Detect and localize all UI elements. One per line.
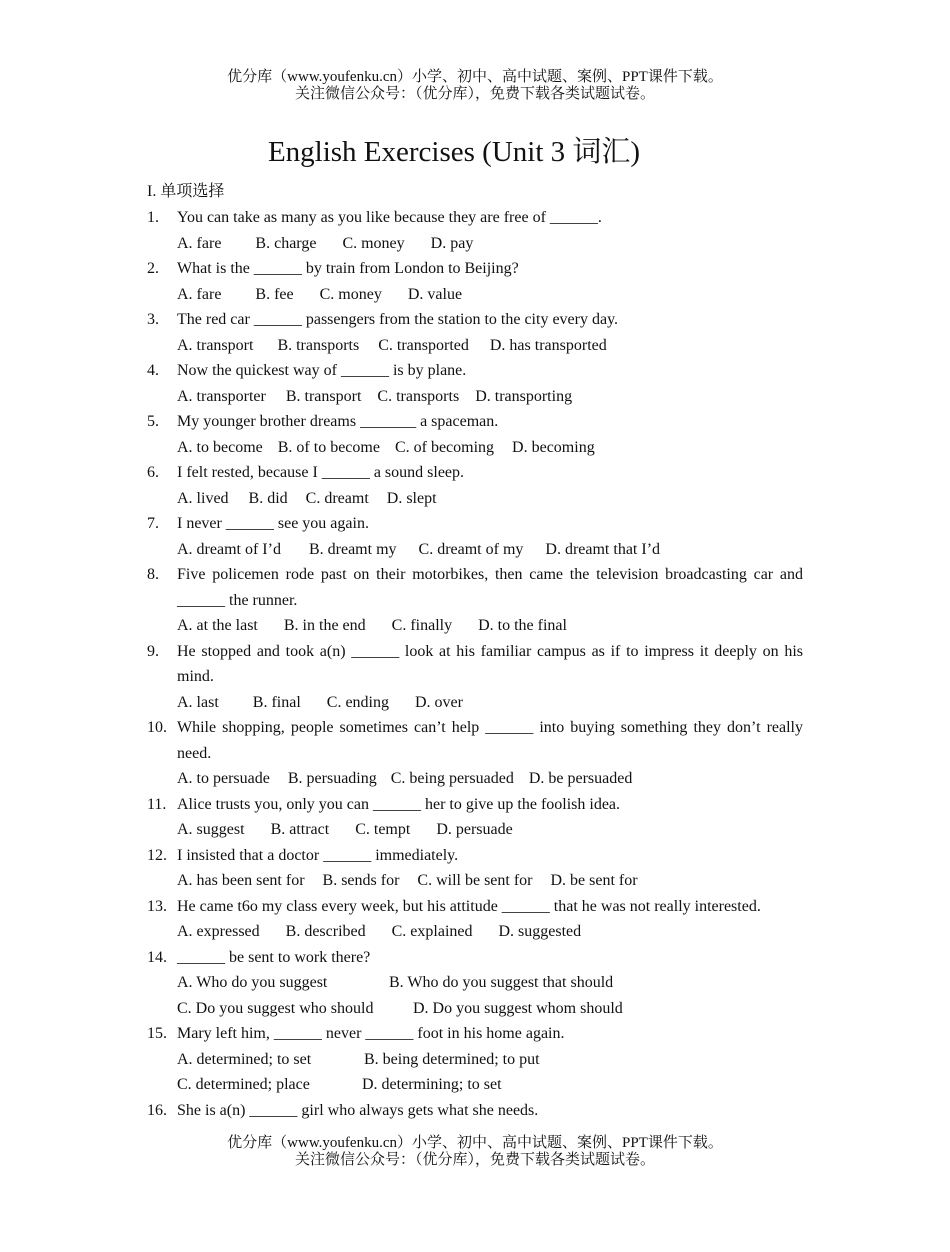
question-text: ______ be sent to work there?	[177, 948, 371, 966]
options-line	[147, 486, 803, 512]
question-number: 5.	[147, 413, 159, 430]
answer-option: B. in the end	[283, 617, 366, 634]
question-text: My younger brother dreams _______ a spaceman.	[177, 413, 499, 430]
answer-option: D. be sent for	[550, 872, 638, 889]
answer-option: C. of becoming	[394, 438, 495, 456]
question-item	[147, 639, 803, 716]
options-line	[147, 384, 803, 410]
answer-option: B. transports	[277, 336, 360, 354]
answer-option: C. dreamt	[305, 489, 369, 507]
answer-option: D. over	[415, 693, 463, 711]
answer-option: A. determined; to set	[177, 1050, 312, 1068]
answer-option: A. suggest	[177, 821, 245, 838]
header-line-2: 关注微信公众号：（优分库），免费下载各类试题试卷。	[294, 86, 655, 102]
answer-option: C. explained	[391, 923, 473, 940]
answer-option: D. persuade	[436, 821, 513, 838]
answer-option: B. dreamt my	[308, 540, 397, 558]
options-line	[147, 919, 803, 945]
question-text: Now the quickest way of ______ is by plane.	[177, 362, 467, 379]
question-item	[147, 945, 803, 1022]
question-text: What is the ______ by train from London to Beijing?	[177, 260, 519, 277]
page-title: English Exercises (Unit 3 词汇)	[267, 136, 641, 168]
answer-option: A. transport	[177, 336, 254, 354]
question-item	[147, 307, 803, 358]
question-item	[147, 205, 803, 256]
footer-line-2: 关注微信公众号：（优分库），免费下载各类试题试卷。	[294, 1152, 655, 1168]
question-text: She is a(n) ______ girl who always gets what she needs.	[177, 1101, 539, 1119]
options-line	[147, 1047, 803, 1073]
answer-option: C. ending	[326, 693, 389, 711]
question-number: 4.	[147, 362, 159, 379]
answer-option: C. dreamt of my	[418, 540, 524, 558]
question-number: 1.	[147, 209, 159, 226]
question-item	[147, 358, 803, 409]
question-number: 12.	[147, 846, 167, 864]
question-list	[147, 205, 803, 1123]
question-number: 11.	[147, 795, 167, 813]
question-number: 10.	[147, 719, 167, 736]
question-item	[147, 562, 803, 639]
question-number: 16.	[147, 1101, 167, 1119]
question-item	[147, 715, 803, 792]
answer-option: C. being persuaded	[390, 770, 514, 787]
question-text: I never ______ see you again.	[177, 515, 369, 532]
question-number: 2.	[147, 260, 159, 277]
question-item	[147, 1021, 803, 1098]
question-number: 9.	[147, 642, 159, 660]
answer-option: A. fare	[177, 234, 222, 252]
answer-option: D. has transported	[489, 336, 607, 354]
question-item	[147, 460, 803, 511]
answer-option: D. slept	[386, 489, 437, 507]
answer-option: B. described	[285, 923, 366, 940]
page-header	[0, 69, 950, 103]
question-item	[147, 894, 803, 945]
answer-option: D. pay	[430, 234, 474, 252]
question-number: 6.	[147, 464, 159, 481]
answer-option: D. Do you suggest whom should	[413, 999, 623, 1017]
question-text: You can take as many as you like because they are free of ______.	[177, 209, 602, 226]
answer-option: C. transported	[378, 336, 469, 354]
question-number: 8.	[147, 566, 159, 583]
footer-line-1: 优分库（www.youfenku.cn）小学、初中、高中试题、案例、PPT课件下载。	[227, 1135, 723, 1151]
options-line	[147, 333, 803, 359]
answer-option: B. persuading	[287, 770, 377, 787]
options-line	[147, 435, 803, 461]
answer-option: D. dreamt that I’d	[545, 540, 661, 558]
question-text: Mary left him, ______ never ______ foot in his home again.	[177, 1025, 565, 1042]
answer-option: C. determined; place	[177, 1076, 310, 1093]
options-line	[147, 613, 803, 639]
options-line	[147, 537, 803, 563]
answer-option: B. Who do you suggest that should	[389, 974, 614, 991]
page-footer	[0, 1135, 950, 1169]
question-text: He came t6o my class every week, but his attitude ______ that he was not really interested.	[177, 897, 761, 915]
section-heading: I. 单项选择	[147, 183, 225, 200]
answer-option: B. of to become	[277, 438, 380, 456]
options-line	[147, 817, 803, 843]
answer-option: B. sends for	[322, 872, 400, 889]
answer-option: B. attract	[270, 821, 330, 838]
answer-option: A. to persuade	[177, 770, 270, 787]
header-line-1: 优分库（www.youfenku.cn）小学、初中、高中试题、案例、PPT课件下载。	[227, 69, 723, 85]
answer-option: B. being determined; to put	[364, 1050, 540, 1068]
question-text: I felt rested, because I ______ a sound sleep.	[177, 464, 465, 481]
options-line	[147, 231, 803, 257]
answer-option: A. at the last	[177, 617, 258, 634]
answer-option: B. final	[252, 693, 301, 711]
answer-option: C. money	[319, 285, 382, 303]
answer-option: D. suggested	[498, 923, 582, 940]
answer-option: A. to become	[177, 438, 263, 456]
answer-option: D. transporting	[475, 387, 573, 405]
question-text: Five policemen rode past on their motorbikes, then came the television broadcasting car and ______ the runner.	[177, 566, 803, 609]
question-item	[147, 256, 803, 307]
options-line	[147, 282, 803, 308]
answer-option: A. fare	[177, 285, 222, 303]
answer-option: A. Who do you suggest	[177, 974, 328, 991]
answer-option: A. expressed	[177, 923, 260, 940]
answer-option: D. to the final	[478, 617, 567, 634]
question-text: While shopping, people sometimes can’t help ______ into buying something they don’t really need.	[177, 719, 803, 762]
question-text: I insisted that a doctor ______ immediately.	[177, 846, 459, 864]
options-line	[147, 868, 803, 894]
question-text: He stopped and took a(n) ______ look at his familiar campus as if to impress it deeply on his mind.	[177, 642, 803, 685]
answer-option: C. tempt	[355, 821, 411, 838]
answer-option: A. dreamt of I’d	[177, 540, 281, 558]
answer-option: C. finally	[391, 617, 453, 634]
options-line	[147, 766, 803, 792]
question-number: 3.	[147, 311, 159, 328]
answer-option: B. fee	[255, 285, 294, 303]
answer-option: D. be persuaded	[528, 770, 633, 787]
question-item	[147, 792, 803, 843]
options-line	[147, 970, 803, 996]
answer-option: C. will be sent for	[417, 872, 533, 889]
question-number: 15.	[147, 1025, 167, 1042]
answer-option: B. charge	[255, 234, 317, 252]
question-text: Alice trusts you, only you can ______ her to give up the foolish idea.	[177, 795, 621, 813]
question-item	[147, 409, 803, 460]
question-item	[147, 1098, 803, 1124]
answer-option: B. did	[248, 489, 288, 507]
question-number: 7.	[147, 515, 159, 532]
answer-option: C. transports	[377, 387, 460, 405]
question-text: The red car ______ passengers from the station to the city every day.	[177, 311, 619, 328]
options-line	[147, 690, 803, 716]
answer-option: A. has been sent for	[177, 872, 305, 889]
answer-option: D. value	[407, 285, 463, 303]
answer-option: D. determining; to set	[362, 1076, 502, 1093]
answer-option: A. transporter	[177, 387, 266, 405]
answer-option: D. becoming	[512, 438, 595, 456]
answer-option: C. money	[342, 234, 405, 252]
question-item	[147, 511, 803, 562]
answer-option: C. Do you suggest who should	[177, 999, 374, 1017]
question-number: 14.	[147, 948, 167, 966]
answer-option: A. last	[177, 693, 219, 711]
answer-option: B. transport	[285, 387, 362, 405]
answer-option: A. lived	[177, 489, 229, 507]
options-line	[147, 996, 803, 1022]
options-line	[147, 1072, 803, 1098]
question-item	[147, 843, 803, 894]
question-number: 13.	[147, 897, 167, 915]
